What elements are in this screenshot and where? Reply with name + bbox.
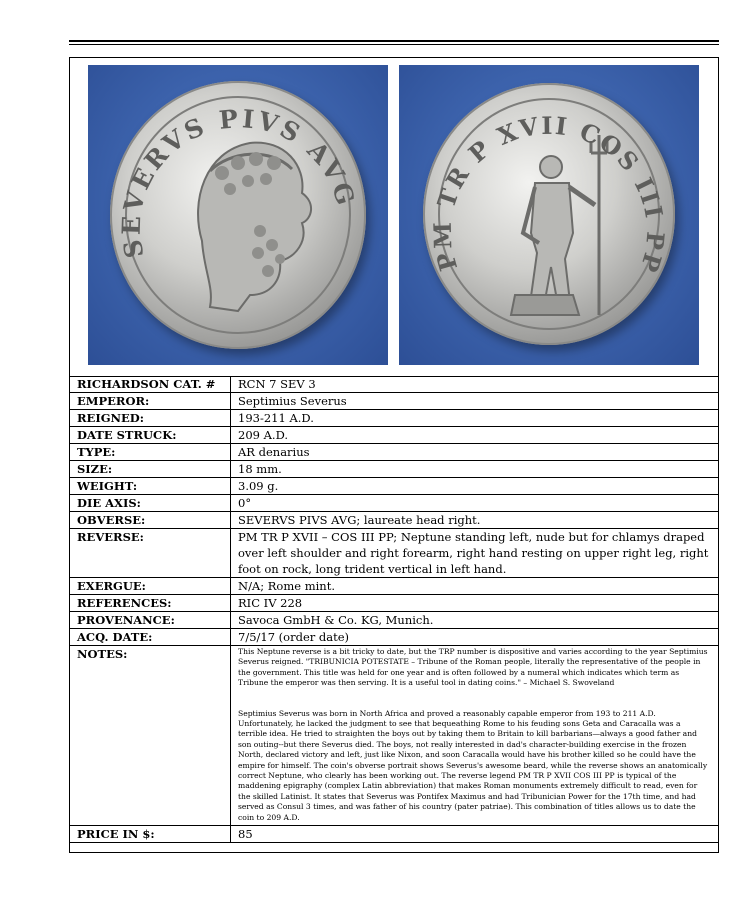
field-value: PM TR P XVII – COS III PP; Neptune standing left, nude but for chlamys draped over left shoulder and right forearm, right hand resting on upper right leg, right foot on rock, long trident vertical in left hand. — [231, 529, 719, 578]
field-label: TYPE: — [70, 444, 231, 461]
reverse-coin-legend: PM TR P XVII COS III PP — [427, 110, 671, 278]
notes-paragraph-2: Septimius Severus was born in North Africa and proved a reasonably capable emperor from 193 to 211 A.D. Unfortunately, he lacked the judgment to see that bequeathing Rome to his feuding sons Geta and Caracalla was a terrible idea. He tried to straighten the boys out by taking them to Britain to kill barbarians—always a good father and son outing--but there Severus died. The boys, not really interested in dad's character-building exercise in the frozen North, declared victory and left, just like Nixon, and soon Caracalla would have his brother killed so he could have the empire for himself. The coin's obverse portrait shows Severus's awesome beard, while the reverse shows an anatomically correct Neptune, who clearly has been working out. The reverse legend PM TR P XVII COS III PP is typical of the maddening epigraphy (complex Latin abbreviation) that makes Roman monuments extremely difficult to read, even for the skilled Latinist. It states that Severus was Pontifex Maximus and had Tribunician Power for the 17th time, and had served as Consul 3 times, and was father of his country (pater patriae). This combination of titles allows us to date the coin to 209 A.D. — [238, 708, 708, 822]
field-label: PRICE IN $: — [70, 826, 231, 843]
table-row — [70, 529, 718, 578]
field-value: SEVERVS PIVS AVG; laureate head right. — [231, 512, 719, 529]
obverse-coin-legend: SEVERVS PIVS AVG — [116, 103, 362, 261]
field-value: RIC IV 228 — [231, 595, 719, 612]
field-label: RICHARDSON CAT. # — [70, 376, 231, 393]
table-row — [70, 612, 718, 629]
table-row — [70, 478, 718, 495]
table-row — [70, 495, 718, 512]
field-value: 209 A.D. — [231, 427, 719, 444]
table-row — [70, 595, 718, 612]
field-label: NOTES: — [70, 646, 231, 826]
coin-data-table — [70, 376, 718, 843]
field-value: 7/5/17 (order date) — [231, 629, 719, 646]
field-label: DIE AXIS: — [70, 495, 231, 512]
table-row — [70, 461, 718, 478]
field-label: SIZE: — [70, 461, 231, 478]
field-label: ACQ. DATE: — [70, 629, 231, 646]
reverse-photo — [399, 65, 699, 365]
table-row — [70, 512, 718, 529]
field-label: REFERENCES: — [70, 595, 231, 612]
top-rule — [69, 40, 719, 42]
photo-row — [70, 58, 718, 377]
field-value: RCN 7 SEV 3 — [231, 376, 719, 393]
obverse-coin-art — [110, 81, 366, 349]
field-label: PROVENANCE: — [70, 612, 231, 629]
field-value: 0° — [231, 495, 719, 512]
field-label: EMPEROR: — [70, 393, 231, 410]
field-value: Savoca GmbH & Co. KG, Munich. — [231, 612, 719, 629]
field-value: 85 — [231, 826, 719, 843]
field-label: EXERGUE: — [70, 578, 231, 595]
field-value: 18 mm. — [231, 461, 719, 478]
table-row — [70, 578, 718, 595]
field-label: WEIGHT: — [70, 478, 231, 495]
field-value: 3.09 g. — [231, 478, 719, 495]
table-row — [70, 410, 718, 427]
notes-value — [231, 646, 719, 826]
field-value: N/A; Rome mint. — [231, 578, 719, 595]
notes-paragraph-1: This Neptune reverse is a bit tricky to date, but the TRP number is dispositive and varies according to the year Septimius Severus reigned. "TRIBUNICIA POTESTATE – Tribune of the Roman people, literally the representative of the people in the government. This title was held for one year and is often followed by a numeral which indicates which term as Tribune the emperor was then serving. It is a useful tool in dating coins." – Michael S. Swoveland — [238, 647, 708, 688]
coin-record-sheet — [69, 57, 719, 853]
field-label: OBVERSE: — [70, 512, 231, 529]
obverse-photo — [88, 65, 388, 365]
field-label: REIGNED: — [70, 410, 231, 427]
field-value: Septimius Severus — [231, 393, 719, 410]
field-label: REVERSE: — [70, 529, 231, 578]
table-row — [70, 646, 718, 826]
table-row — [70, 629, 718, 646]
obverse-coin — [110, 81, 366, 349]
table-row — [70, 427, 718, 444]
table-row — [70, 826, 718, 843]
table-row — [70, 393, 718, 410]
field-value: AR denarius — [231, 444, 719, 461]
reverse-coin-art — [423, 83, 675, 345]
top-rule-thin — [69, 44, 719, 45]
table-row — [70, 376, 718, 393]
reverse-coin — [423, 83, 675, 345]
table-row — [70, 444, 718, 461]
field-value: 193-211 A.D. — [231, 410, 719, 427]
field-label: DATE STRUCK: — [70, 427, 231, 444]
